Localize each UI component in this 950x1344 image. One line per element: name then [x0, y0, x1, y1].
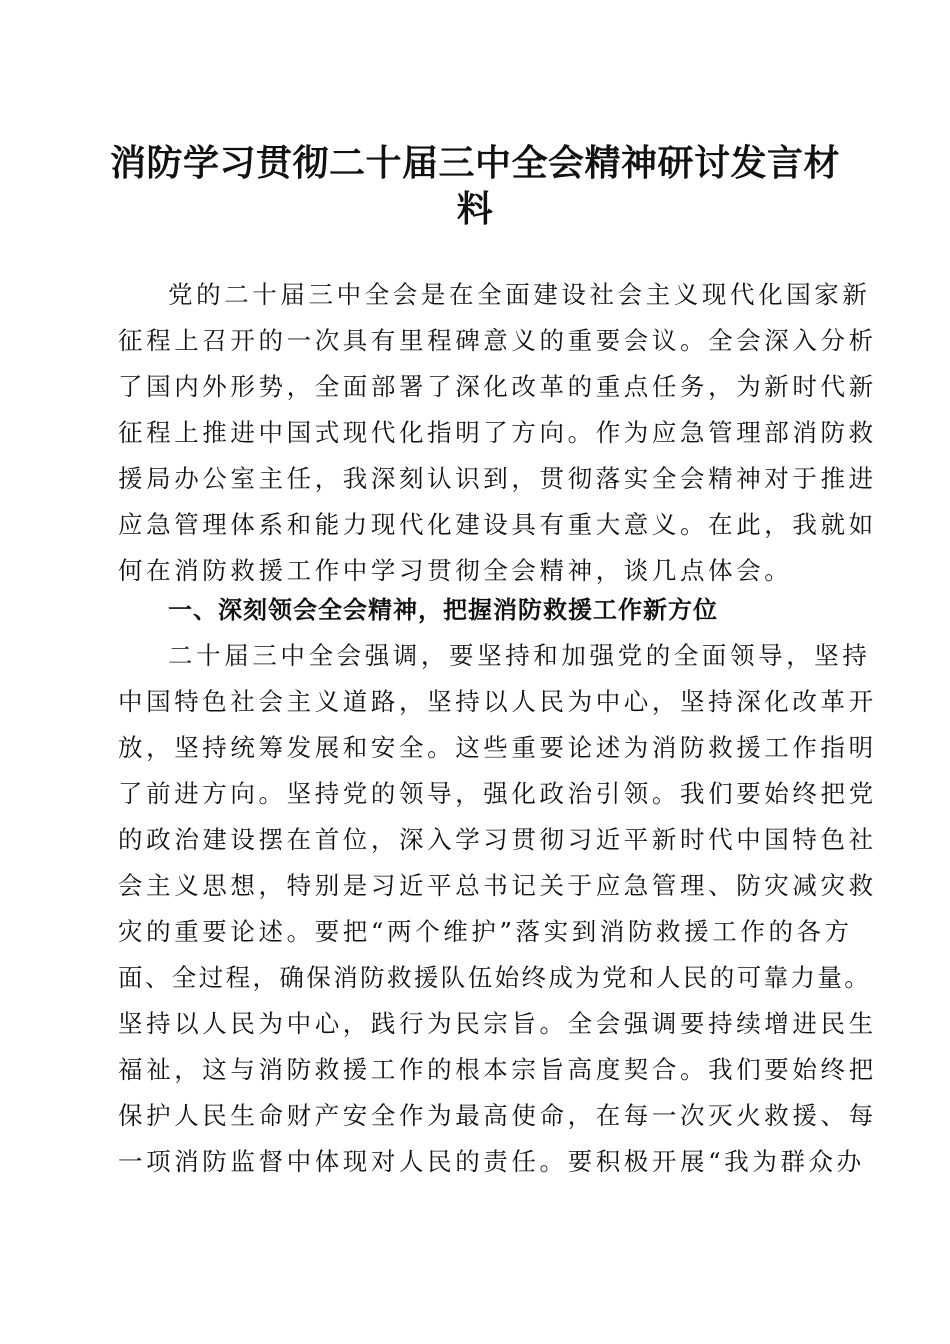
paragraph-1-line-2: 征程上召开的一次具有里程碑意义的重要会议。全会深入分析: [118, 326, 877, 355]
paragraph-1-line-1: 党的二十届三中全会是在全面建设社会主义现代化国家新: [168, 280, 871, 309]
paragraph-2-line-5: 的政治建设摆在首位，深入学习贯彻习近平新时代中国特色社: [118, 825, 877, 854]
section-1-heading: 一、深刻领会全会精神，把握消防救援工作新方位: [168, 596, 718, 624]
paragraph-2-line-10: 福祉，这与消防救援工作的根本宗旨高度契合。我们要始终把: [118, 1055, 877, 1084]
paragraph-2-line-2: 中国特色社会主义道路，坚持以人民为中心，坚持深化改革开: [118, 687, 877, 716]
document-title-line-1: 消防学习贯彻二十届三中全会精神研讨发言材: [110, 142, 841, 184]
paragraph-2-line-12: 一项消防监督中体现对人民的责任。要积极开展“我为群众办: [118, 1147, 865, 1176]
paragraph-2-line-8: 面、全过程，确保消防救援队伍始终成为党和人民的可靠力量。: [118, 963, 872, 992]
paragraph-1-line-5: 援局办公室主任，我深刻认识到，贯彻落实全会精神对于推进: [118, 464, 877, 493]
paragraph-1-line-4: 征程上推进中国式现代化指明了方向。作为应急管理部消防救: [118, 418, 877, 447]
paragraph-2-line-3: 放，坚持统筹发展和安全。这些重要论述为消防救援工作指明: [118, 733, 877, 762]
paragraph-2-line-6: 会主义思想，特别是习近平总书记关于应急管理、防灾减灾救: [118, 871, 877, 900]
paragraph-2-line-11: 保护人民生命财产安全作为最高使命，在每一次灭火救援、每: [118, 1101, 877, 1130]
document-title-line-2: 料: [456, 188, 494, 230]
paragraph-1-line-7: 何在消防救援工作中学习贯彻全会精神，谈几点体会。: [118, 556, 793, 585]
paragraph-2-line-4: 了前进方向。坚持党的领导，强化政治引领。我们要始终把党: [118, 779, 877, 808]
paragraph-2-line-9: 坚持以人民为中心，践行为民宗旨。全会强调要持续增进民生: [118, 1009, 877, 1038]
paragraph-1-line-3: 了国内外形势，全面部署了深化改革的重点任务，为新时代新: [118, 372, 877, 401]
paragraph-1-line-6: 应急管理体系和能力现代化建设具有重大意义。在此，我就如: [118, 510, 877, 539]
paragraph-2-line-7: 灾的重要论述。要把“两个维护”落实到消防救援工作的各方: [118, 917, 853, 946]
paragraph-2-line-1: 二十届三中全会强调，要坚持和加强党的全面领导，坚持: [168, 641, 871, 670]
